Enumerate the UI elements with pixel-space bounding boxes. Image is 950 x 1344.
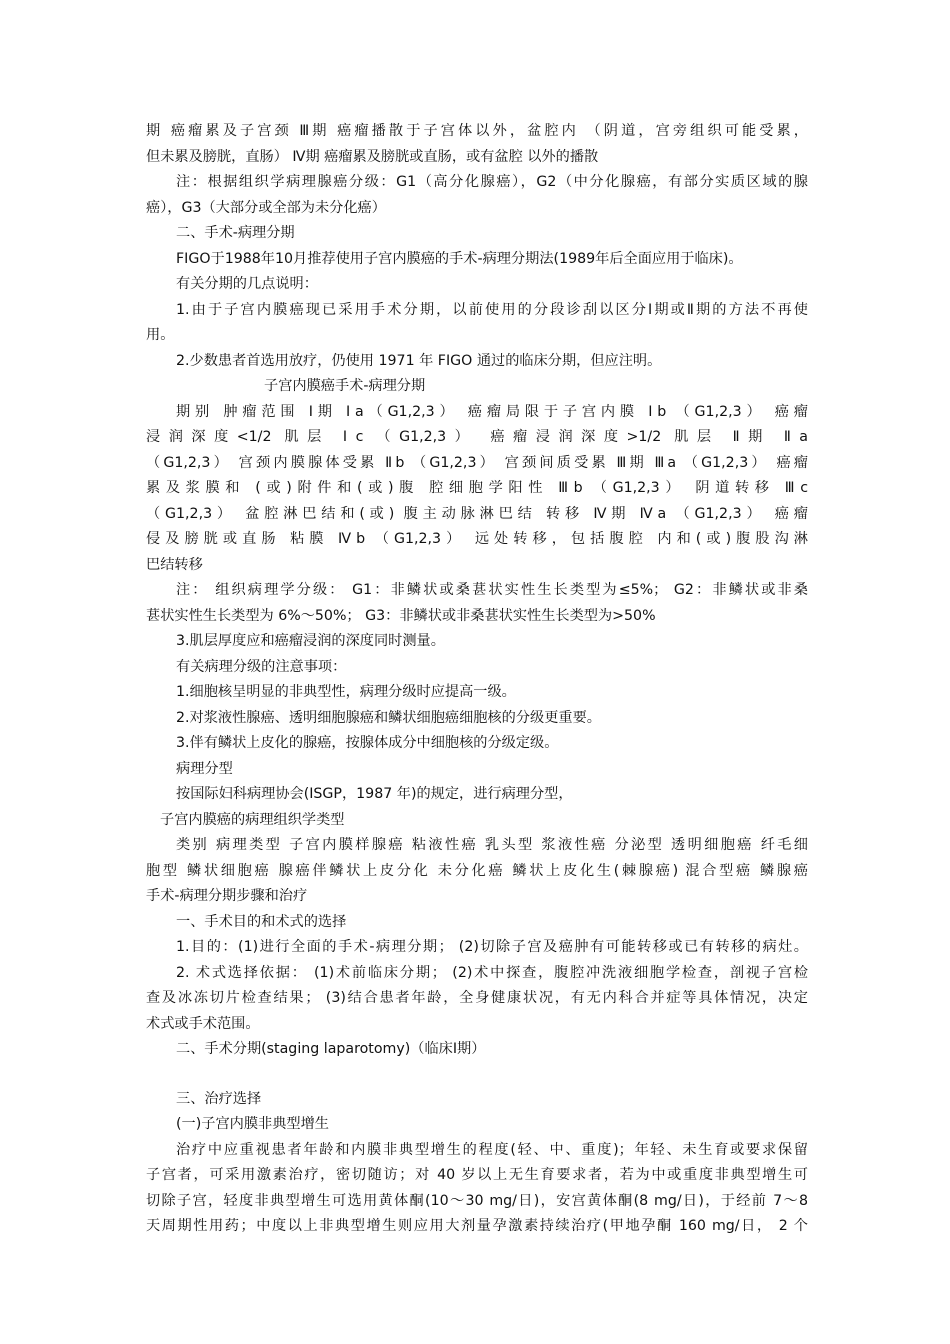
text-line: 术式或手术范围。 (146, 1015, 260, 1032)
text-line: 二、手术-病理分期 (176, 225, 295, 241)
text-line: 2. 术式选择依据： (1)术前临床分期； (2)术中探查，腹腔冲洗液细胞学检查，剖视子宫检 (176, 964, 808, 981)
text-line: 2.对浆液性腺癌、透明细胞腺癌和鳞状细胞癌细胞核的分级更重要。 (176, 709, 601, 726)
text-line: 子宫者，可采用激素治疗，密切随访；对 40 岁以上无生育要求者，若为中或重度非典型增生可 (146, 1167, 808, 1183)
text-line: 子宫内膜癌的病理组织学类型 (160, 811, 345, 828)
text-line: 胞型 鳞状细胞癌 腺癌伴鳞状上皮分化 未分化癌 鳞状上皮化生(棘腺癌) 混合型癌 鳞腺癌 (146, 862, 808, 879)
text-line: 期别 肿瘤范围 Ⅰ期 Ⅰa（G1,2,3） 癌瘤局限于子宫内膜 Ⅰb （G1,2,3） 癌瘤 (176, 403, 808, 420)
text-line: 侵及膀胱或直肠 粘膜 Ⅳb （G1,2,3） 远处转移，包括腹腔 内和(或)腹股沟淋 (146, 531, 808, 547)
text-line: (一)子宫内膜非典型增生 (176, 1116, 329, 1132)
text-line: 累及浆膜和 (或)附件和(或)腹 腔细胞学阳性 Ⅲb （G1,2,3） 阴道转移 Ⅲc (146, 480, 808, 496)
text-line: 查及冰冻切片检查结果； (3)结合患者年龄，全身健康状况，有无内科合并症等具体情况，决定 (146, 990, 808, 1006)
text-line: 3.肌层厚度应和癌瘤浸润的深度同时测量。 (176, 633, 445, 649)
text-line: 3.伴有鳞状上皮化的腺癌，按腺体成分中细胞核的分级定级。 (176, 735, 559, 751)
text-line: 一、手术目的和术式的选择 (176, 913, 347, 930)
text-line: 2.少数患者首选用放疗，仍使用 1971 年 FIGO 通过的临床分期，但应注明。 (176, 352, 662, 369)
text-line: 巴结转移 (146, 556, 203, 573)
text-line: （G1,2,3） 盆腔淋巴结和(或) 腹主动脉淋巴结 转移 Ⅳ期 Ⅳa （G1,2,3） 癌瘤 (146, 505, 808, 522)
document-body (146, 119, 808, 1240)
text-line: 有关病理分级的注意事项： (176, 658, 347, 675)
text-line: 治疗中应重视患者年龄和内膜非典型增生的程度(轻、中、重度)；年轻、未生育或要求保留 (176, 1141, 808, 1158)
text-line: 有关分期的几点说明： (176, 276, 318, 292)
text-line: 二、手术分期(staging laparotomy)（临床Ⅰ期） (176, 1041, 486, 1057)
text-line: 病理分型 (176, 760, 233, 777)
blank-line (146, 1063, 808, 1087)
text-line: FIGO于1988年10月推荐使用子宫内膜癌的手术-病理分期法(1989年后全面应用于临床)。 (176, 250, 743, 267)
text-line: 浸润深度<1/2 肌层 Ⅰc （G1,2,3） 癌瘤浸润深度>1/2 肌层 Ⅱ期 Ⅱa (146, 429, 808, 445)
text-line: 用。 (146, 327, 175, 343)
text-line: 按国际妇科病理协会(ISGP，1987 年)的规定，进行病理分型， (176, 786, 573, 802)
text-line: 天周期性用药；中度以上非典型增生则应用大剂量孕激素持续治疗(甲地孕酮 160 mg/日， 2 个 (146, 1218, 808, 1234)
text-line: 注： 组织病理学分级： G1：非鳞状或桑葚状实性生长类型为≤5%； G2：非鳞状或非桑 (176, 582, 808, 598)
text-line: 葚状实性生长类型为 6%～50%； G3：非鳞状或非桑葚状实性生长类型为>50% (146, 607, 656, 624)
text-line: 但未累及膀胱，直肠） Ⅳ期 癌瘤累及膀胱或直肠，或有盆腔 以外的播散 (146, 148, 599, 165)
text-line: 癌），G3（大部分或全部为未分化癌） (146, 199, 386, 216)
text-line: 切除子宫，轻度非典型增生可选用黄体酮(10～30 mg/日)，安宫黄体酮(8 mg/日)，于经前 7～8 (146, 1192, 808, 1209)
text-line: 手术-病理分期步骤和治疗 (146, 888, 308, 904)
text-line: 注：根据组织学病理腺癌分级：G1（高分化腺癌），G2（中分化腺癌，有部分实质区域的腺 (176, 174, 808, 190)
text-line: 三、治疗选择 (176, 1090, 262, 1107)
text-line: （G1,2,3） 宫颈内膜腺体受累 Ⅱb （G1,2,3） 宫颈间质受累 Ⅲ期 Ⅲa （G1,2,3） 癌瘤 (146, 454, 808, 471)
text-line: 1.目的：(1)进行全面的手术-病理分期； (2)切除子宫及癌肿有可能转移或已有转移的病灶。 (176, 939, 808, 955)
text-line: 1.由于子宫内膜癌现已采用手术分期，以前使用的分段诊刮以区分Ⅰ期或Ⅱ期的方法不再使 (176, 301, 808, 318)
text-line: 子宫内膜癌手术-病理分期 (264, 378, 426, 394)
text-line: 期 癌瘤累及子宫颈 Ⅲ期 癌瘤播散于子宫体以外，盆腔内 （阴道，宫旁组织可能受累， (146, 123, 808, 139)
text-line: 类别 病理类型 子宫内膜样腺癌 粘液性癌 乳头型 浆液性癌 分泌型 透明细胞癌 纤毛细 (176, 837, 808, 853)
text-line: 1.细胞核呈明显的非典型性，病理分级时应提高一级。 (176, 684, 516, 700)
